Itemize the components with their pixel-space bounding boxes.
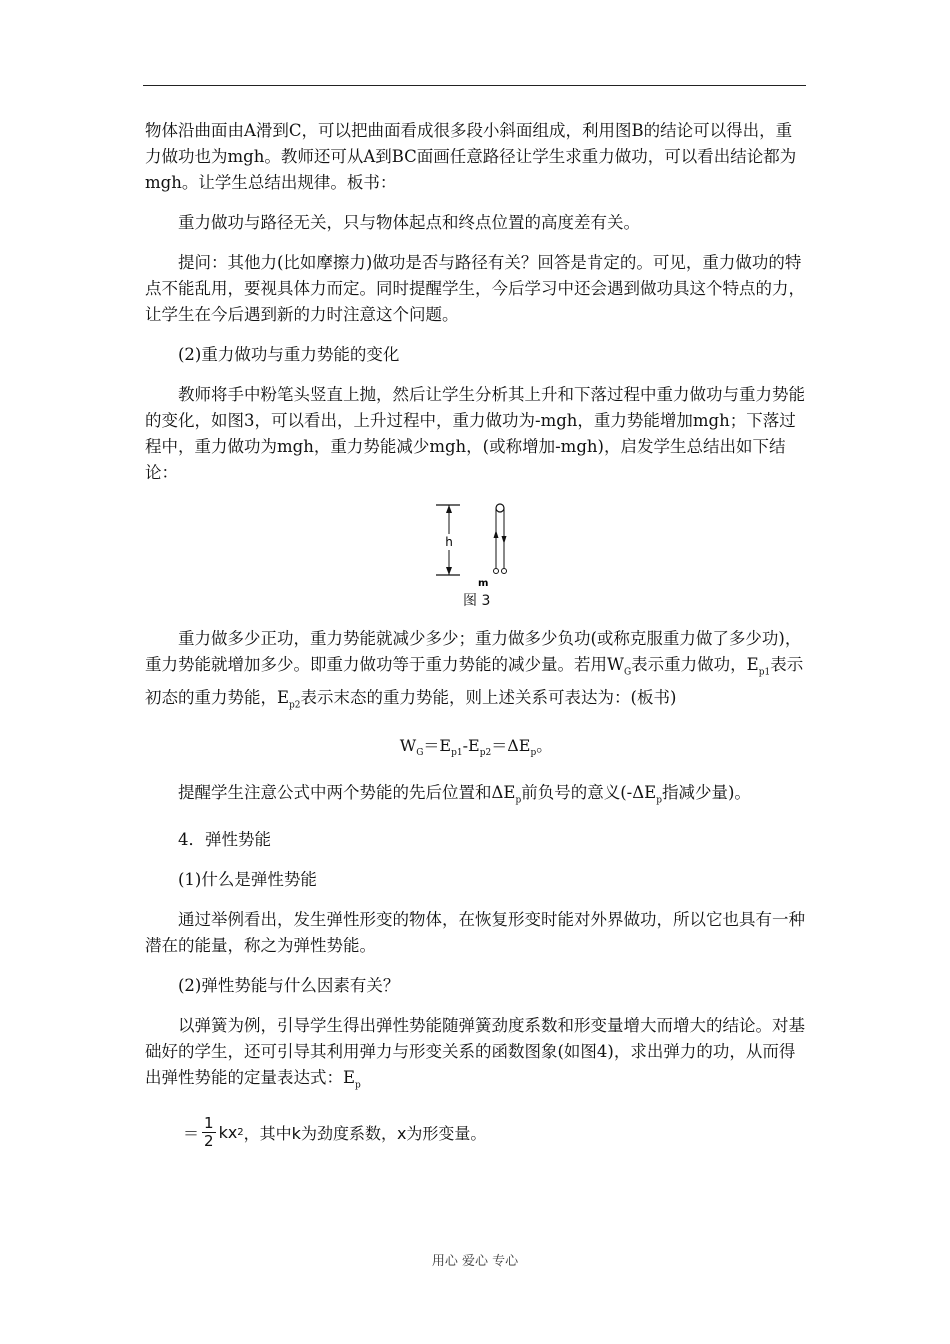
height-arrow-down [446, 567, 452, 575]
label-h: h [445, 535, 453, 549]
equation-work-energy: $W_G=E_{p1}-E_{p2}=\Delta E_p$。 [399, 735, 553, 758]
figure-3-caption: 图 3 [463, 593, 491, 609]
formula-description: ，其中k为劲度系数，x为形变量。 [243, 1123, 487, 1143]
subsection-heading-what-is: (1)什么是弹性势能 [178, 870, 317, 890]
section-heading-gravity-work: (2)重力做功与重力势能的变化 [178, 345, 400, 364]
paragraph-2: 重力做功与路径无关，只与物体起点和终点位置的高度差有关。 [178, 213, 640, 232]
section-heading-elastic-energy: 4．弹性势能 [178, 830, 271, 850]
fraction-numerator: 1 [204, 1113, 214, 1132]
formula-equals: ＝ [183, 1123, 200, 1143]
formula-kx: kx [218, 1122, 238, 1142]
header-rule [143, 85, 806, 86]
paragraph-1: 物体沿曲面由A滑到C，可以把曲面看成很多段小斜面组成，利用图B的结论可以得出，重力做功也为mgh。教师还可从A到BC面画任意路径让学生求重力做功，可以看出结论都为mgh。让学生总结出规律。板书： [145, 121, 797, 192]
formula-fraction [202, 1115, 216, 1150]
label-m: m [478, 578, 489, 589]
page-footer: 用心 爱心 专心 [431, 1254, 519, 1269]
upward-arrow-icon [494, 530, 499, 538]
figure-3 [145, 500, 807, 612]
document-body [145, 118, 807, 1152]
paragraph-3: 提问：其他力(比如摩擦力)做功是否与路径有关？回答是肯定的。可见，重力做功的特点不能乱用，要视具体力而定。同时提醒学生，今后学习中还会遇到做功具这个特点的力，让学生在今后遇到新的力时注意这个问题。 [145, 253, 805, 324]
paragraph-12: 以弹簧为例，引导学生得出弹性势能随弹簧劲度系数和形变量增大而增大的结论。对基础好的学生，还可引导其利用弹力与形变关系的函数图象(如图4)，求出弹力的功，从而得出弹性势能的定量表达式：$E_p$ [145, 1016, 805, 1091]
elastic-energy-formula [145, 1112, 807, 1152]
paragraph-10: 通过举例看出，发生弹性形变的物体，在恢复形变时能对外界做功，所以它也具有一种潜在的能量，称之为弹性势能。 [145, 910, 805, 956]
fraction-denominator: 2 [204, 1131, 214, 1150]
formula-exponent: 2 [237, 1126, 244, 1138]
subsection-heading-factors: (2)弹性势能与什么因素有关？ [178, 976, 400, 996]
paragraph-5: 教师将手中粉笔头竖直上抛，然后让学生分析其上升和下落过程中重力做功与重力势能的变化，如图3，可以看出，上升过程中，重力做功为-mgh，重力势能增加mgh；下落过程中，重力做功为mgh，重力势能减少mgh，(或称增加-mgh)，启发学生总结出如下结论： [145, 385, 805, 482]
paragraph-6: 重力做多少正功，重力势能就减少多少；重力做多少负功(或称克服重力做了多少功)，重力势能就增加多少。即重力做功等于重力势能的减少量。若用$W_G$表示重力做功，$E_{p1}$表示初态的重力势能，$E_{p2}$表示末态的重力势能，则上述关系可表达为：(板书) [145, 629, 804, 711]
top-ball-icon [496, 504, 504, 512]
start-ball-icon [494, 569, 499, 574]
paragraph-7: 提醒学生注意公式中两个势能的先后位置和$\Delta E_p$前负号的意义($-\Delta E_p$指减少量)。 [178, 782, 751, 806]
downward-arrow-icon [502, 536, 507, 544]
figure-3-diagram [430, 500, 530, 590]
end-ball-icon [502, 569, 507, 574]
height-arrow-up [446, 505, 452, 513]
